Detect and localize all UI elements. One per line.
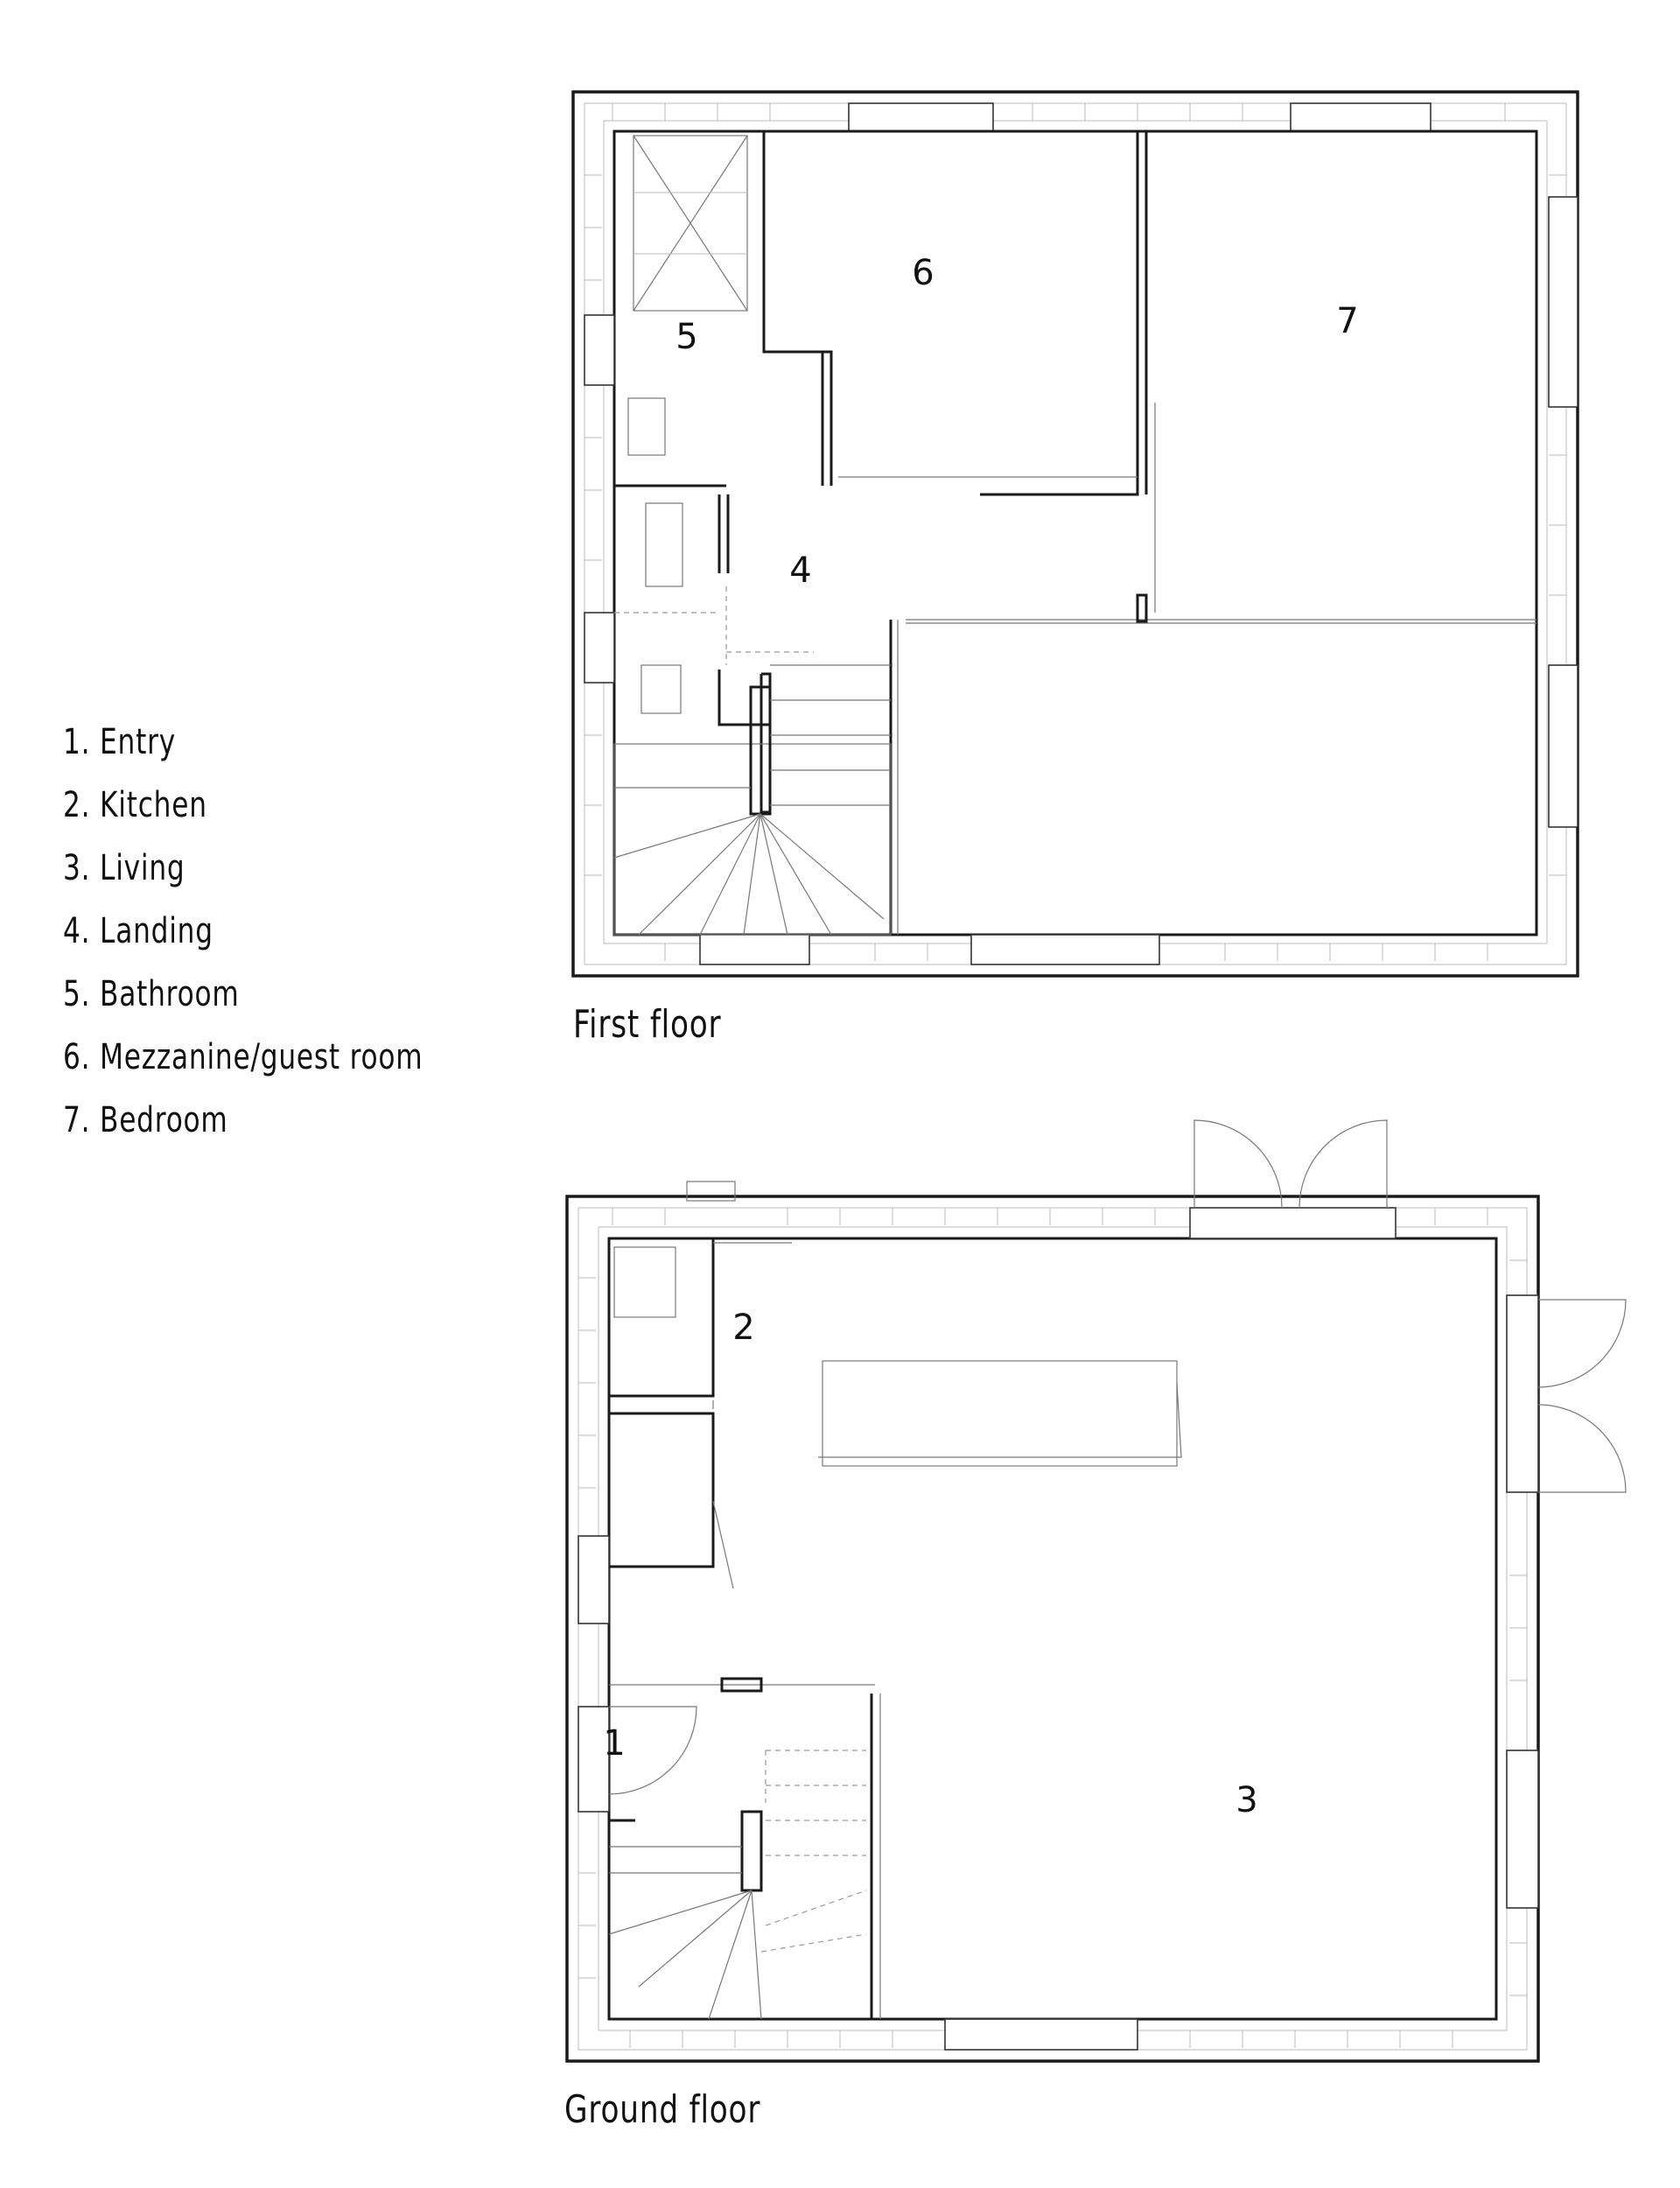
legend-item-bathroom: 5. Bathroom [63, 974, 240, 1014]
ground-floor-title: Ground floor [564, 2087, 761, 2132]
room-number-5: 5 [676, 317, 698, 357]
legend-item-living: 3. Living [63, 848, 186, 888]
room-number-2: 2 [732, 1308, 755, 1348]
ground-floor-plan [567, 1120, 1626, 2061]
legend-item-bedroom: 7. Bedroom [63, 1100, 228, 1140]
room-number-6: 6 [912, 253, 934, 293]
room-number-3: 3 [1236, 1780, 1258, 1820]
first-floor-plan [573, 92, 1578, 976]
ground-floor-inner-wall [609, 1238, 1496, 2019]
legend-item-entry: 1. Entry [63, 722, 176, 762]
legend-item-kitchen: 2. Kitchen [63, 785, 207, 825]
legend-item-mezzanine: 6. Mezzanine/guest room [63, 1037, 424, 1077]
room-number-4: 4 [789, 551, 812, 591]
kitchen-island [822, 1361, 1177, 1466]
legend-item-landing: 4. Landing [63, 911, 214, 951]
room-number-1: 1 [603, 1723, 626, 1764]
first-floor-outer-wall [573, 92, 1578, 976]
first-floor-title: First floor [573, 1002, 722, 1047]
room-number-7: 7 [1336, 301, 1359, 341]
